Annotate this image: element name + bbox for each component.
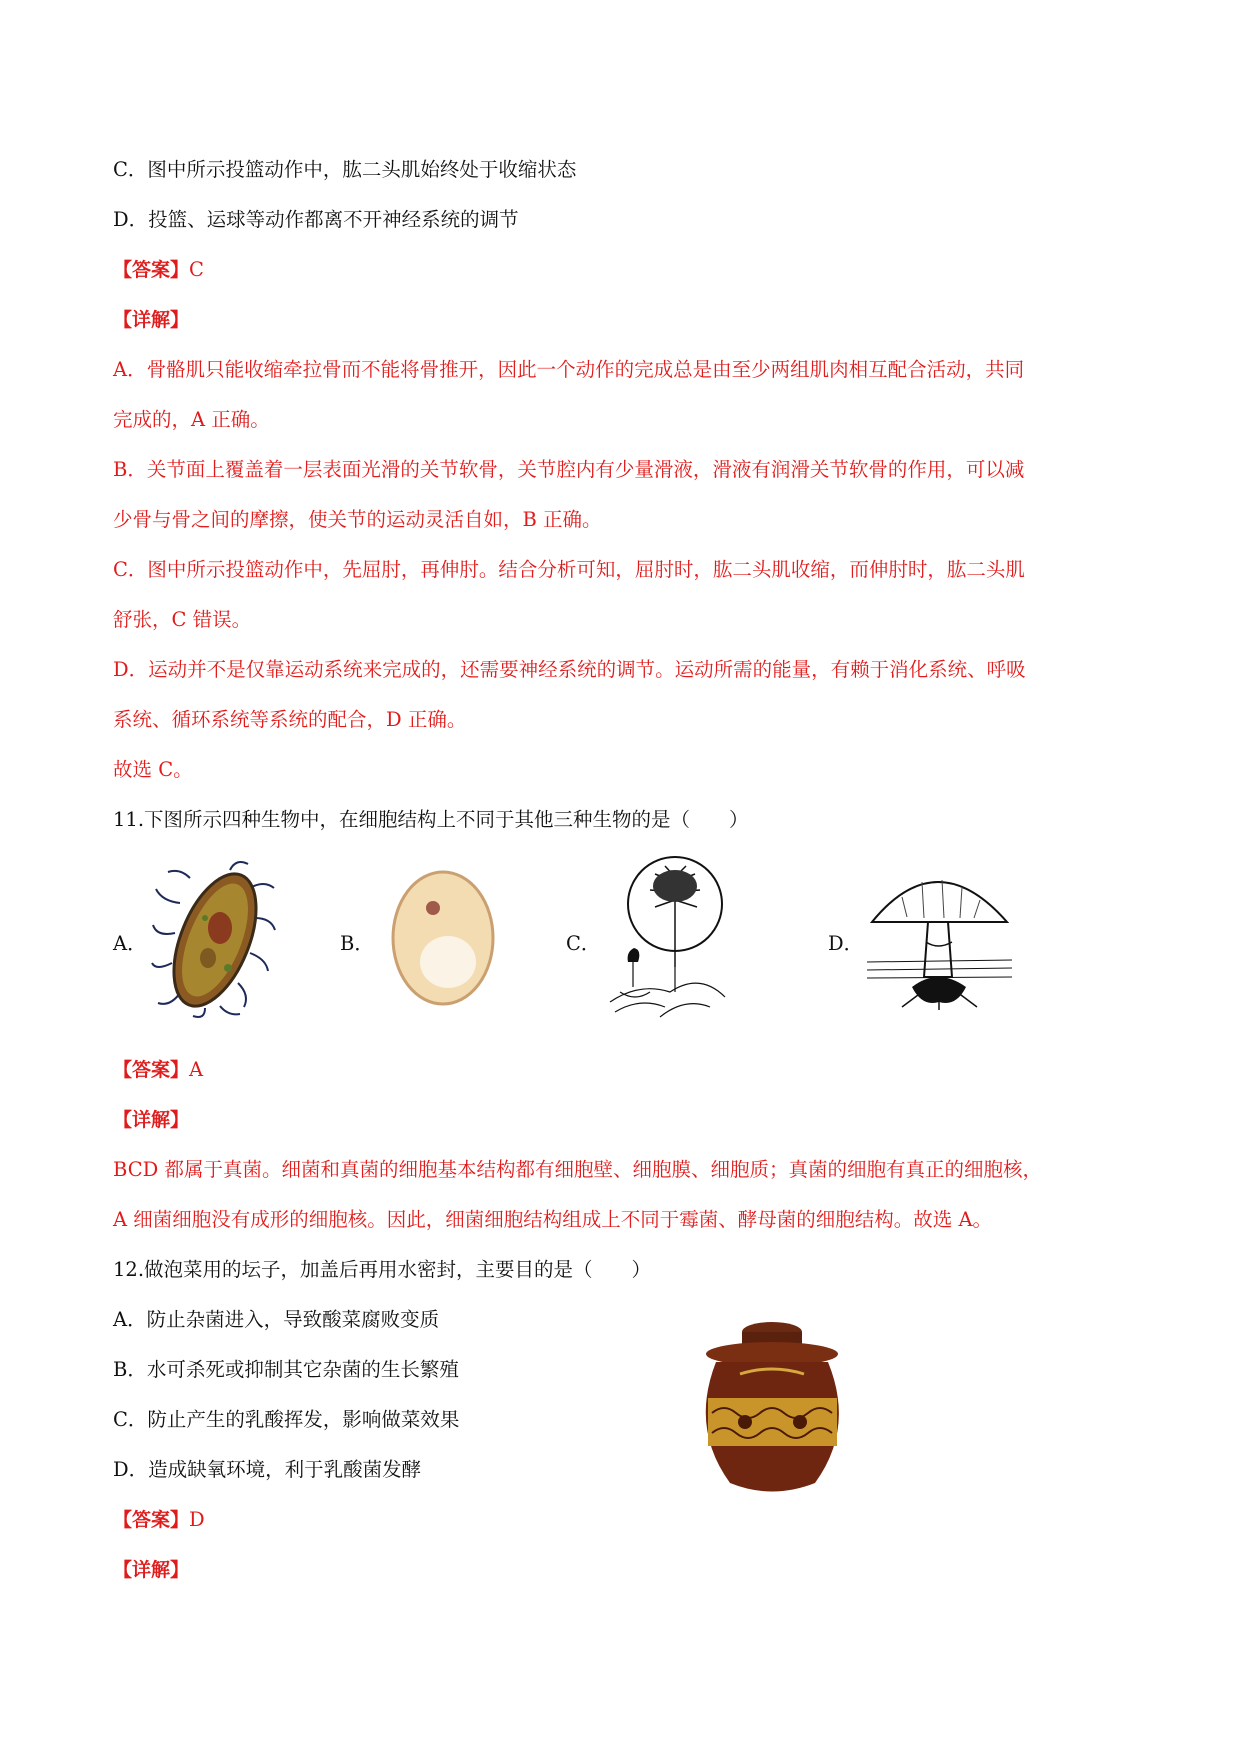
answer-value: C bbox=[189, 258, 204, 281]
q10-explain-c2: 舒张，C 错误。 bbox=[113, 608, 252, 631]
q10-explain-d2: 系统、循环系统等系统的配合，D 正确。 bbox=[113, 708, 467, 731]
q10-answer bbox=[113, 256, 204, 284]
answer-value: D bbox=[189, 1508, 205, 1531]
q11-stem: 11.下图所示四种生物中，在细胞结构上不同于其他三种生物的是（ ） bbox=[113, 808, 749, 831]
q11-label-d: D． bbox=[828, 932, 864, 955]
q10-explain-a2: 完成的，A 正确。 bbox=[113, 408, 270, 431]
q10-option-d: D．投篮、运球等动作都离不开神经系统的调节 bbox=[113, 208, 519, 231]
q10-explain-b1: B．关节面上覆盖着一层表面光滑的关节软骨，关节腔内有少量滑液，滑液有润滑关节软骨的作用，可以减 bbox=[113, 458, 1025, 481]
q10-detail-label bbox=[113, 306, 189, 334]
q11-answer bbox=[113, 1056, 203, 1084]
q12-stem: 12.做泡菜用的坛子，加盖后再用水密封，主要目的是（ ） bbox=[113, 1258, 652, 1281]
q12-option-a: A．防止杂菌进入，导致酸菜腐败变质 bbox=[113, 1308, 440, 1331]
answer-label: 【答案】 bbox=[113, 259, 190, 281]
bacterium-image bbox=[150, 858, 280, 1018]
q12-option-d: D．造成缺氧环境，利于乳酸菌发酵 bbox=[113, 1458, 422, 1481]
q12-answer bbox=[113, 1506, 205, 1534]
detail-label: 【详解】 bbox=[113, 309, 190, 331]
detail-label: 【详解】 bbox=[113, 1109, 190, 1131]
answer-label: 【答案】 bbox=[113, 1509, 190, 1531]
mold-image bbox=[600, 852, 730, 1022]
q12-detail-label bbox=[113, 1556, 189, 1584]
q11-label-b: B． bbox=[340, 932, 374, 955]
q11-explain-1: BCD 都属于真菌。细菌和真菌的细胞基本结构都有细胞壁、细胞膜、细胞质；真菌的细胞有真正的细胞核， bbox=[113, 1158, 1042, 1181]
q10-conclusion: 故选 C。 bbox=[113, 758, 193, 781]
answer-value: A bbox=[189, 1058, 204, 1081]
answer-label: 【答案】 bbox=[113, 1059, 190, 1081]
mushroom-image bbox=[862, 852, 1017, 1012]
q10-explain-b2: 少骨与骨之间的摩擦，使关节的运动灵活自如，B 正确。 bbox=[113, 508, 602, 531]
q11-explain-2: A 细菌细胞没有成形的细胞核。因此，细菌细胞结构组成上不同于霉菌、酵母菌的细胞结构。故选 A。 bbox=[113, 1208, 993, 1231]
q10-option-c: C．图中所示投篮动作中，肱二头肌始终处于收缩状态 bbox=[113, 158, 577, 181]
q11-label-c: C． bbox=[566, 932, 601, 955]
q10-explain-c1: C．图中所示投篮动作中，先屈肘，再伸肘。结合分析可知，屈肘时，肱二头肌收缩，而伸肘时，肱二头肌 bbox=[113, 558, 1025, 581]
yeast-cell-image bbox=[388, 868, 498, 1008]
q10-explain-a1: A．骨骼肌只能收缩牵拉骨而不能将骨推开，因此一个动作的完成总是由至少两组肌肉相互配合活动，共同 bbox=[113, 358, 1025, 381]
q10-explain-d1: D．运动并不是仅靠运动系统来完成的，还需要神经系统的调节。运动所需的能量，有赖于消化系统、呼吸 bbox=[113, 658, 1026, 681]
q12-option-c: C．防止产生的乳酸挥发，影响做菜效果 bbox=[113, 1408, 460, 1431]
pickle-jar-image bbox=[700, 1318, 845, 1498]
q11-label-a: A． bbox=[113, 932, 147, 955]
detail-label: 【详解】 bbox=[113, 1559, 190, 1581]
q12-option-b: B．水可杀死或抑制其它杂菌的生长繁殖 bbox=[113, 1358, 459, 1381]
q11-detail-label bbox=[113, 1106, 189, 1134]
